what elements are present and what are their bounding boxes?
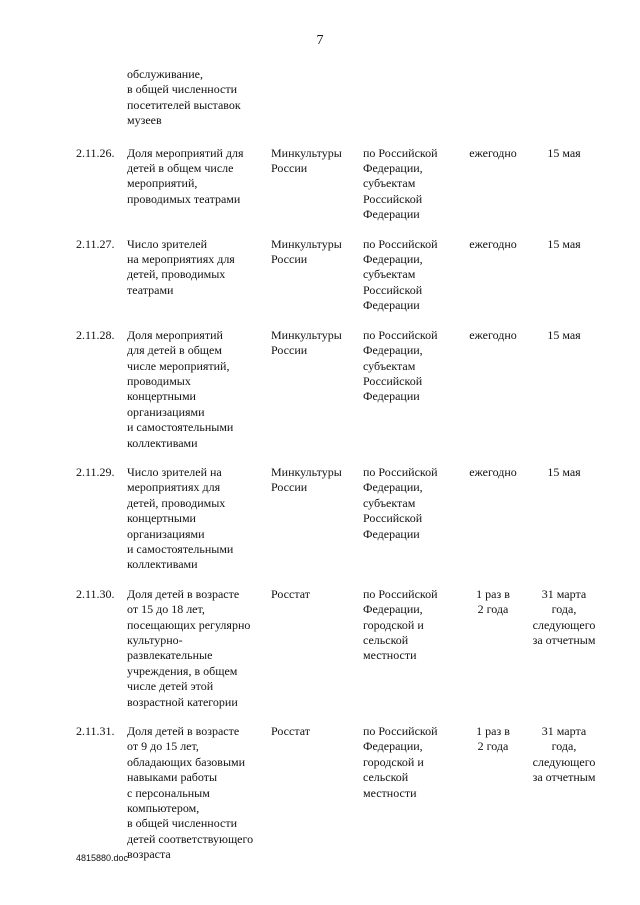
responsible-agency: Минкультуры России [271, 327, 342, 358]
row-number: 2.11.27. [76, 236, 115, 251]
indicator-name: Число зрителей на мероприятиях для детей, проводимых концертными организациями и самостоятельными коллективами [127, 464, 234, 572]
table-row [76, 146, 616, 223]
indicator-name: Число зрителей на мероприятиях для детей, проводимых театрами [127, 236, 235, 297]
responsible-agency: Минкультуры России [271, 464, 342, 495]
data-level: по Российской Федерации, городской и сельской местности [363, 724, 438, 800]
responsible-agency: Росстат [271, 724, 310, 739]
periodicity: ежегодно [469, 464, 517, 479]
deadline: 31 марта года, следующего за отчетным [532, 586, 596, 647]
row-number: 2.11.30. [76, 586, 115, 601]
indicator-name: Доля детей в возрасте от 9 до 15 лет, обладающих базовыми навыками работы с персональным компьютером, в общей численности детей соответствующего возраста [127, 724, 254, 862]
deadline: 15 мая [547, 236, 581, 251]
deadline: 15 мая [547, 327, 581, 342]
periodicity: ежегодно [469, 327, 517, 342]
deadline: 31 марта года, следующего за отчетным [532, 724, 596, 785]
table-row [76, 328, 616, 451]
row-number: 2.11.26. [76, 145, 115, 160]
periodicity: ежегодно [469, 236, 517, 251]
deadline: 15 мая [547, 464, 581, 479]
row-number: 2.11.29. [76, 464, 115, 479]
responsible-agency: Росстат [271, 586, 310, 601]
data-level: по Российской Федерации, субъектам Российской Федерации [363, 464, 438, 541]
deadline: 15 мая [547, 145, 581, 160]
row-number: 2.11.28. [76, 327, 115, 342]
data-level: по Российской Федерации, субъектам Российской Федерации [363, 236, 438, 313]
indicator-name: обслуживание, в общей численности посетителей выставок музеев [127, 67, 241, 128]
indicators-table [76, 67, 616, 863]
data-level: по Российской Федерации, субъектам Российской Федерации [363, 327, 438, 404]
table-row [76, 67, 616, 129]
table-row [76, 237, 616, 314]
table-row [76, 587, 616, 710]
indicator-name: Доля мероприятий для детей в общем числе мероприятий, проводимых концертными организациями и самостоятельными коллективами [127, 327, 234, 450]
data-level: по Российской Федерации, городской и сельской местности [363, 586, 438, 663]
periodicity: 1 раз в 2 года [476, 724, 510, 754]
responsible-agency: Минкультуры России [271, 145, 342, 176]
table-row [76, 465, 616, 573]
responsible-agency: Минкультуры России [271, 236, 342, 267]
periodicity: 1 раз в 2 года [476, 586, 510, 617]
page-number: 7 [316, 33, 324, 48]
indicator-name: Доля мероприятий для детей в общем числе мероприятий, проводимых театрами [127, 145, 244, 206]
indicator-name: Доля детей в возрасте от 15 до 18 лет, посещающих регулярно культурно- развлекательные учреждения, в общем числе детей этой возрастной категории [127, 586, 251, 709]
row-number: 2.11.31. [76, 724, 115, 739]
table-row [76, 724, 616, 863]
periodicity: ежегодно [469, 145, 517, 160]
data-level: по Российской Федерации, субъектам Российской Федерации [363, 145, 438, 222]
document-filename: 4815880.doc [76, 853, 129, 863]
